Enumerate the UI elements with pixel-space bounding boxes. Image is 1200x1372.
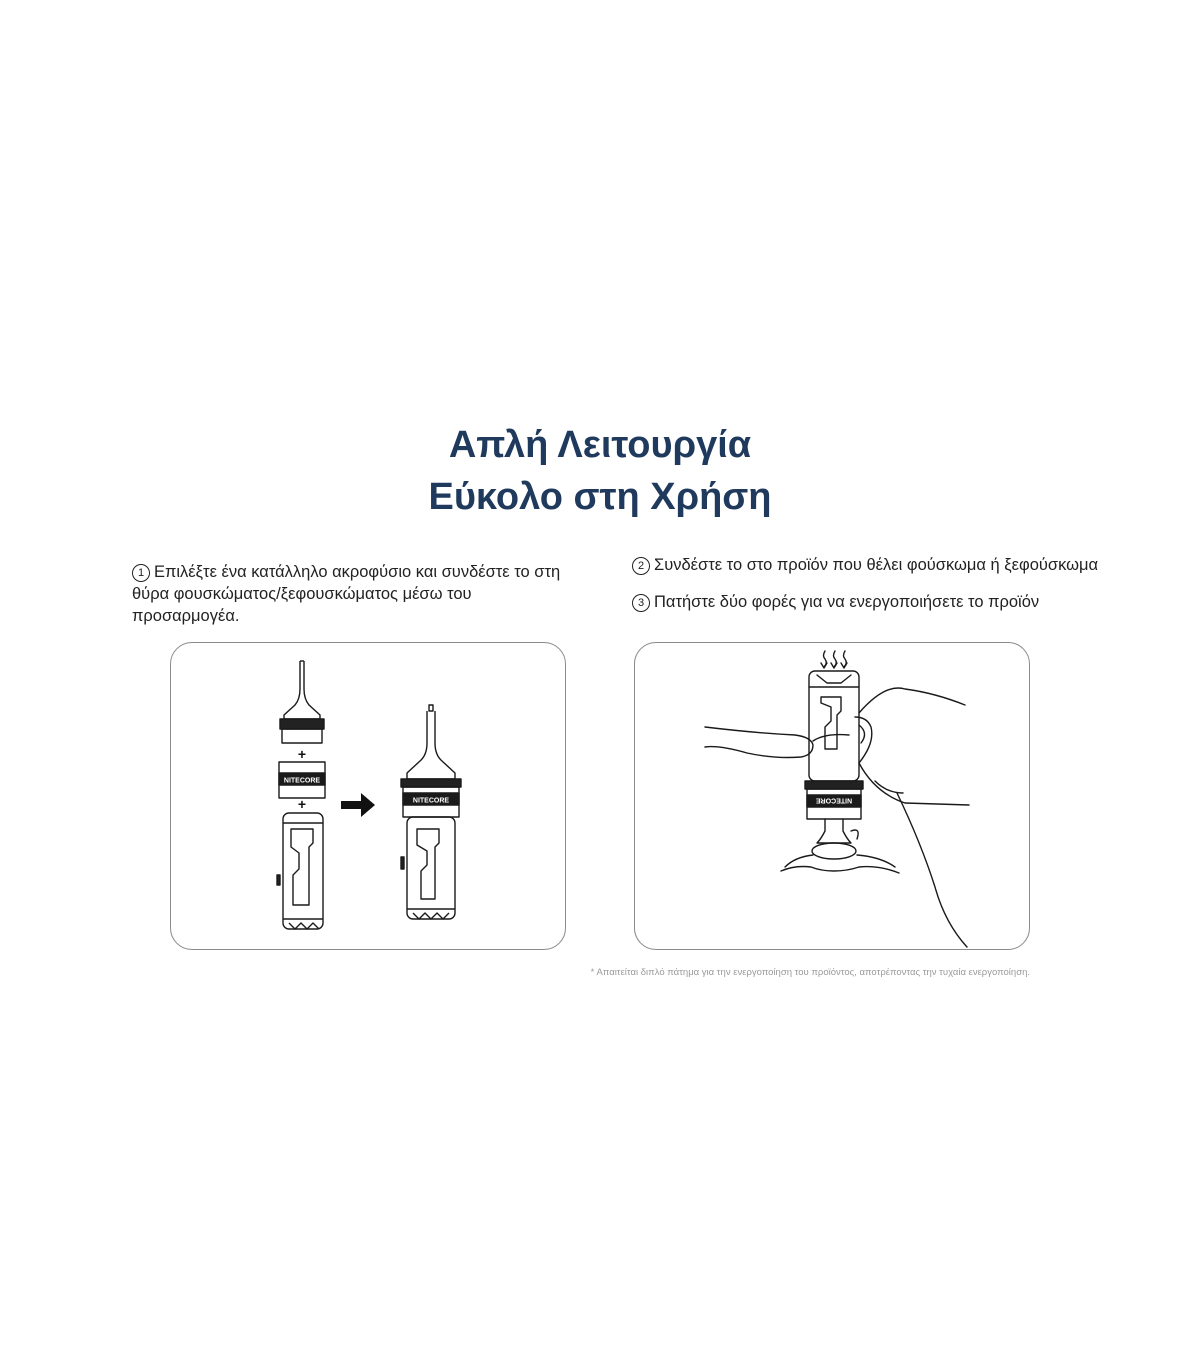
page-title-line1: Απλή Λειτουργία xyxy=(448,424,752,466)
step-2-text: Συνδέστε το στο προϊόν που θέλει φούσκωμα ή ξεφούσκωμα xyxy=(654,556,1099,574)
adapter-brand-label: NITECORE xyxy=(283,777,321,785)
assembly-illustration-panel xyxy=(170,642,566,950)
footnote: * Απαιτείται διπλό πάτημα για την ενεργοποίηση του προϊόντος, αποτρέποντας την τυχαία ενεργοποίηση. xyxy=(590,967,1030,978)
press-arrows-icon xyxy=(821,651,847,668)
pump-body-part xyxy=(277,813,323,929)
step-1 xyxy=(132,561,562,627)
assembly-illustration xyxy=(171,643,567,951)
assembled-brand-label: NITECORE xyxy=(412,797,450,805)
plus-sign-1: + xyxy=(297,746,307,762)
adapter-part xyxy=(279,762,325,798)
step-1-text: Επιλέξτε ένα κατάλληλο ακροφύσιο και συνδέστε το στη θύρα φουσκώματος/ξεφουσκώματος μέσω του προσαρμογέα. xyxy=(132,563,561,625)
usage-illustration xyxy=(635,643,1031,951)
pump-in-hand xyxy=(805,671,863,859)
pump-brand-label: NITECORE xyxy=(815,796,853,804)
nozzle-part xyxy=(280,661,324,743)
assembled-pump xyxy=(401,705,461,919)
step-2 xyxy=(632,554,1152,576)
inflatable-surface xyxy=(781,855,899,873)
step-number-1: 1 xyxy=(132,564,150,582)
arrow-right-icon xyxy=(341,793,375,817)
usage-illustration-panel xyxy=(634,642,1030,950)
page-title-line2: Εύκολο στη Χρήση xyxy=(428,476,772,518)
step-number-3: 3 xyxy=(632,594,650,612)
step-3 xyxy=(632,591,1152,613)
plus-sign-2: + xyxy=(297,796,307,812)
step-number-2: 2 xyxy=(632,557,650,575)
step-3-text: Πατήστε δύο φορές για να ενεργοποιήσετε το προϊόν xyxy=(654,593,1040,611)
